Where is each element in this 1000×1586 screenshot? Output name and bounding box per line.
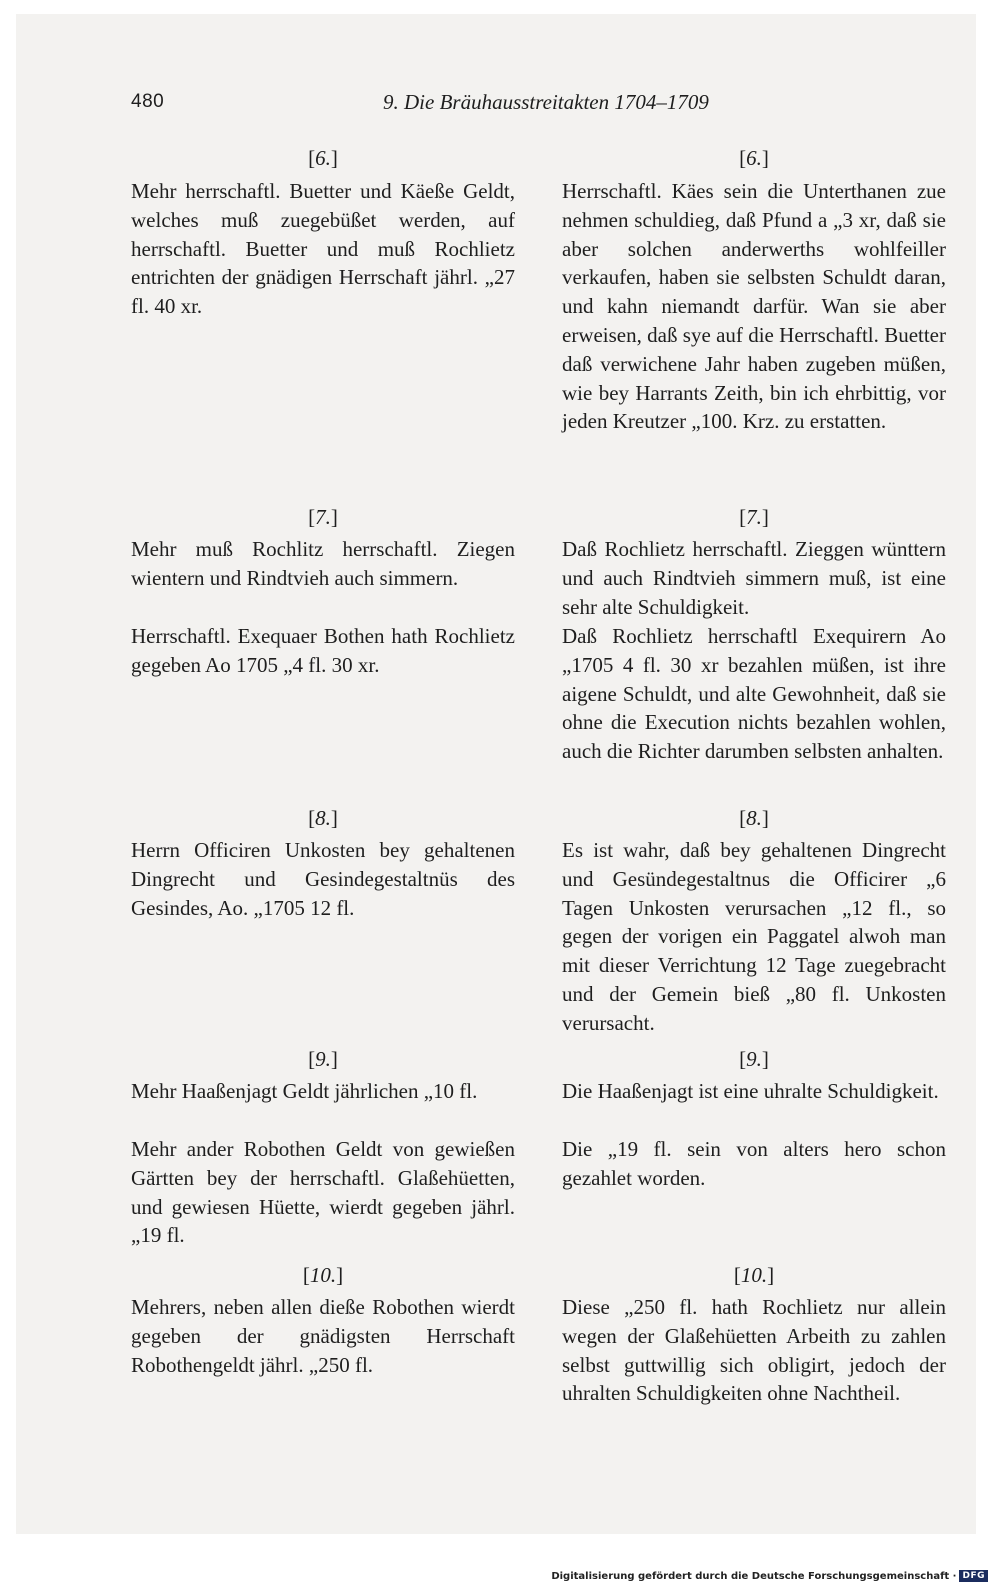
section-label: [7.] xyxy=(739,505,769,529)
section-label: [6.] xyxy=(308,146,338,170)
section-number: 9. xyxy=(746,1047,762,1071)
section-number: 9. xyxy=(315,1047,331,1071)
dfg-logo: DFG xyxy=(959,1570,988,1582)
right-paragraph: Daß Rochlietz herrschaftl Exequirern Ao „1705 4 fl. 30 xr bezahlen müßen, ist ihre aigene Schuldt, und alte Gewohnheit, daß sie ohne die Execution nichts bezahlen wohlen, auch die Richter darumben selbsten anhalten. xyxy=(562,624,946,764)
digitization-footer xyxy=(551,1570,988,1582)
section-label: [7.] xyxy=(308,505,338,529)
footer-text: Digitalisierung gefördert durch die Deutsche Forschungsgemeinschaft · xyxy=(551,1570,957,1582)
left-paragraph: Herrschaftl. Exequaer Bothen hath Rochlietz gegeben Ao 1705 „4 fl. 30 xr. xyxy=(131,624,515,677)
left-paragraph: Mehr Haaßenjagt Geldt jährlichen „10 fl. xyxy=(131,1079,478,1103)
right-paragraph: Es ist wahr, daß bey gehaltenen Dingrecht und Gesündegestaltnus die Officirer „6 Tagen Unkosten verursachen „12 fl., so gegen der vorigen ein Paggatel alwoh man mit dieser Verrichtung 12 Tage zuegebracht und der Gemein bieß „80 fl. Unkosten verursacht. xyxy=(562,838,946,1035)
section-number: 7. xyxy=(746,505,762,529)
section-number: 10. xyxy=(309,1263,337,1287)
section-label: [9.] xyxy=(739,1047,769,1071)
section-label: [6.] xyxy=(739,146,769,170)
left-paragraph: Mehr herrschaftl. Buetter und Käeße Geldt, welches muß zuegebüßet werden, auf herrschaftl. Buetter und muß Rochlietz entrichten der gnädigen Herrschaft jährl. „27 fl. 40 xr. xyxy=(131,179,515,319)
page-number: 480 xyxy=(131,91,165,112)
section-label: [10.] xyxy=(302,1263,344,1287)
section-number: 7. xyxy=(315,505,331,529)
section-number: 10. xyxy=(740,1263,768,1287)
left-paragraph: Herrn Officiren Unkosten bey gehaltenen Dingrecht und Gesindegestaltnüs des Gesindes, Ao. „1705 12 fl. xyxy=(131,838,515,920)
section-label: [8.] xyxy=(308,806,338,830)
right-paragraph: Herrschaftl. Käes sein die Unterthanen zue nehmen schuldieg, daß Pfund a „3 xr, daß sie aber solchen anderwerths wohlfeiller verkaufen, haben sie selbsten Schuldt daran, und kahn niemandt darfür. Wan sie aber erweisen, daß sye auf die Herrschaftl. Buetter daß verwichene Jahr haben zugeben müßen, wie bey Harrants Zeith, bin ich ehrbittig, vor jeden Kreutzer „100. Krz. zu erstatten. xyxy=(562,179,946,434)
left-paragraph: Mehr ander Robothen Geldt von gewießen Gärtten bey der herrschaftl. Glaßehüetten, und gewiesen Hüette, wierdt gegeben jährl. „19 fl. xyxy=(131,1137,515,1248)
left-paragraph: Mehrers, neben allen dieße Robothen wierdt gegeben der gnädigsten Herrschaft Robothengeldt jährl. „250 fl. xyxy=(131,1295,515,1377)
left-paragraph: Mehr muß Rochlitz herrschaftl. Ziegen wientern und Rindtvieh auch simmern. xyxy=(131,537,515,590)
right-paragraph: Daß Rochlietz herrschaftl. Zieggen wünttern und auch Rindtvieh simmern muß, ist eine sehr alte Schuldigkeit. xyxy=(562,537,946,619)
section-number: 8. xyxy=(315,806,331,830)
right-paragraph: Die „19 fl. sein von alters hero schon gezahlet worden. xyxy=(562,1137,946,1190)
section-number: 8. xyxy=(746,806,762,830)
right-paragraph: Diese „250 fl. hath Rochlietz nur allein wegen der Glaßehüetten Arbeith zu zahlen selbst guttwillig sich obligirt, jedoch der uhralten Schuldigkeiten ohne Nachtheil. xyxy=(562,1295,946,1406)
right-paragraph: Die Haaßenjagt ist eine uhralte Schuldigkeit. xyxy=(562,1079,939,1103)
section-number: 6. xyxy=(315,146,331,170)
section-number: 6. xyxy=(746,146,762,170)
section-label: [9.] xyxy=(308,1047,338,1071)
section-label: [10.] xyxy=(733,1263,775,1287)
running-title: 9. Die Bräuhausstreitakten 1704–1709 xyxy=(383,90,709,114)
section-label: [8.] xyxy=(739,806,769,830)
